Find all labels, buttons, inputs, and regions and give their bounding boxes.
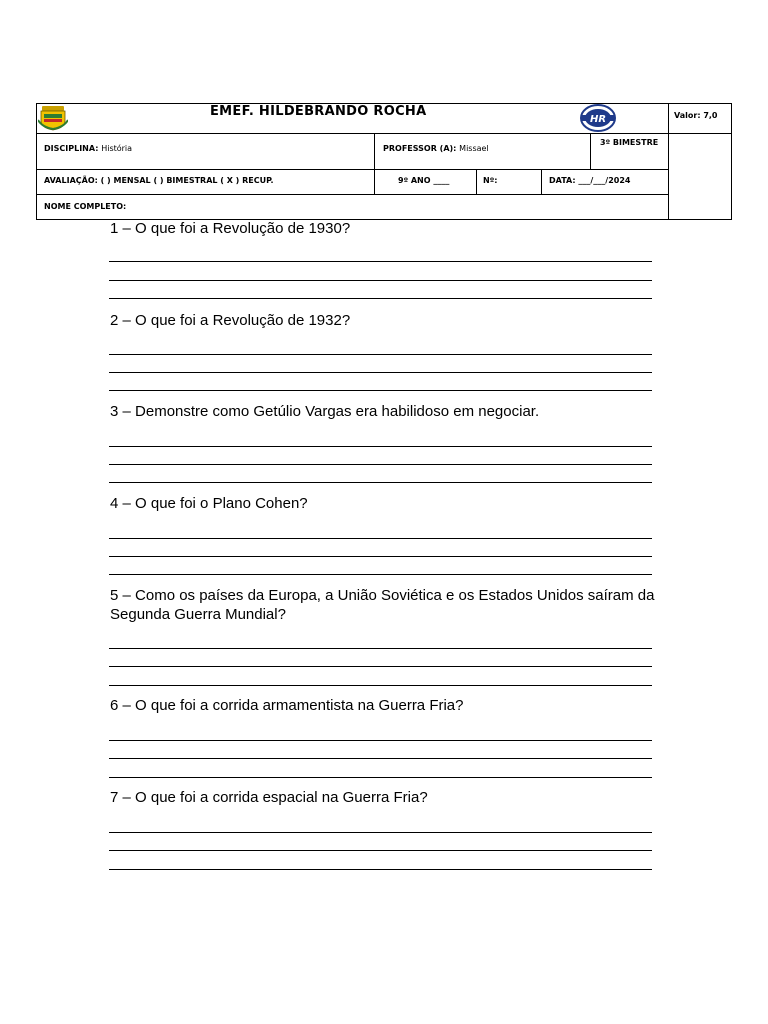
ano-label: 9º ANO ____ [398,176,450,185]
answer-line[interactable] [109,869,652,870]
answer-line[interactable] [109,298,652,299]
question-2: 2 – O que foi a Revolução de 1932? [110,312,351,329]
bimestre-label: 3º BIMESTRE [600,138,659,147]
answer-line[interactable] [109,758,652,759]
answer-line[interactable] [109,390,652,391]
professor-label: PROFESSOR (A): Missael [383,144,489,153]
question-7: 7 – O que foi a corrida espacial na Guerra Fria? [110,789,428,806]
disciplina-label: DISCIPLINA: História [44,144,133,153]
answer-line[interactable] [109,685,652,686]
question-5: 5 – Como os países da Europa, a União Soviética e os Estados Unidos saíram da Segunda Guerra Mundial? [110,587,655,623]
valor-label: Valor: 7,0 [674,111,718,120]
professor-value: Missael [459,144,489,153]
header-main-box [36,103,669,220]
answer-line[interactable] [109,666,652,667]
answer-line[interactable] [109,446,652,447]
exam-header [36,103,732,220]
disciplina-value: História [101,144,133,153]
avaliacao-label: AVALIAÇÃO: ( ) MENSAL ( ) BIMESTRAL ( X ) RECUP. [44,176,274,185]
numero-label: Nº: [483,176,498,185]
answer-line[interactable] [109,574,652,575]
nome-completo-label: NOME COMPLETO: [44,202,127,211]
answer-line[interactable] [109,482,652,483]
answer-line[interactable] [109,280,652,281]
answer-line[interactable] [109,372,652,373]
answer-line[interactable] [109,850,652,851]
data-label: DATA: ___/___/2024 [549,176,631,185]
answer-line[interactable] [109,556,652,557]
question-1: 1 – O que foi a Revolução de 1930? [110,220,351,237]
school-crest-icon [38,105,68,131]
hr-logo-icon [578,103,618,133]
hr-logo-text: HR [589,114,607,125]
answer-line[interactable] [109,538,652,539]
answer-line[interactable] [109,740,652,741]
question-3: 3 – Demonstre como Getúlio Vargas era habilidoso em negociar. [110,403,540,420]
answer-line[interactable] [109,261,652,262]
answer-line[interactable] [109,832,652,833]
answer-line[interactable] [109,464,652,465]
answer-line[interactable] [109,777,652,778]
answer-line[interactable] [109,354,652,355]
question-4: 4 – O que foi o Plano Cohen? [110,495,308,512]
question-6: 6 – O que foi a corrida armamentista na Guerra Fria? [110,697,464,714]
school-name: EMEF. HILDEBRANDO ROCHA [210,104,427,119]
answer-line[interactable] [109,648,652,649]
